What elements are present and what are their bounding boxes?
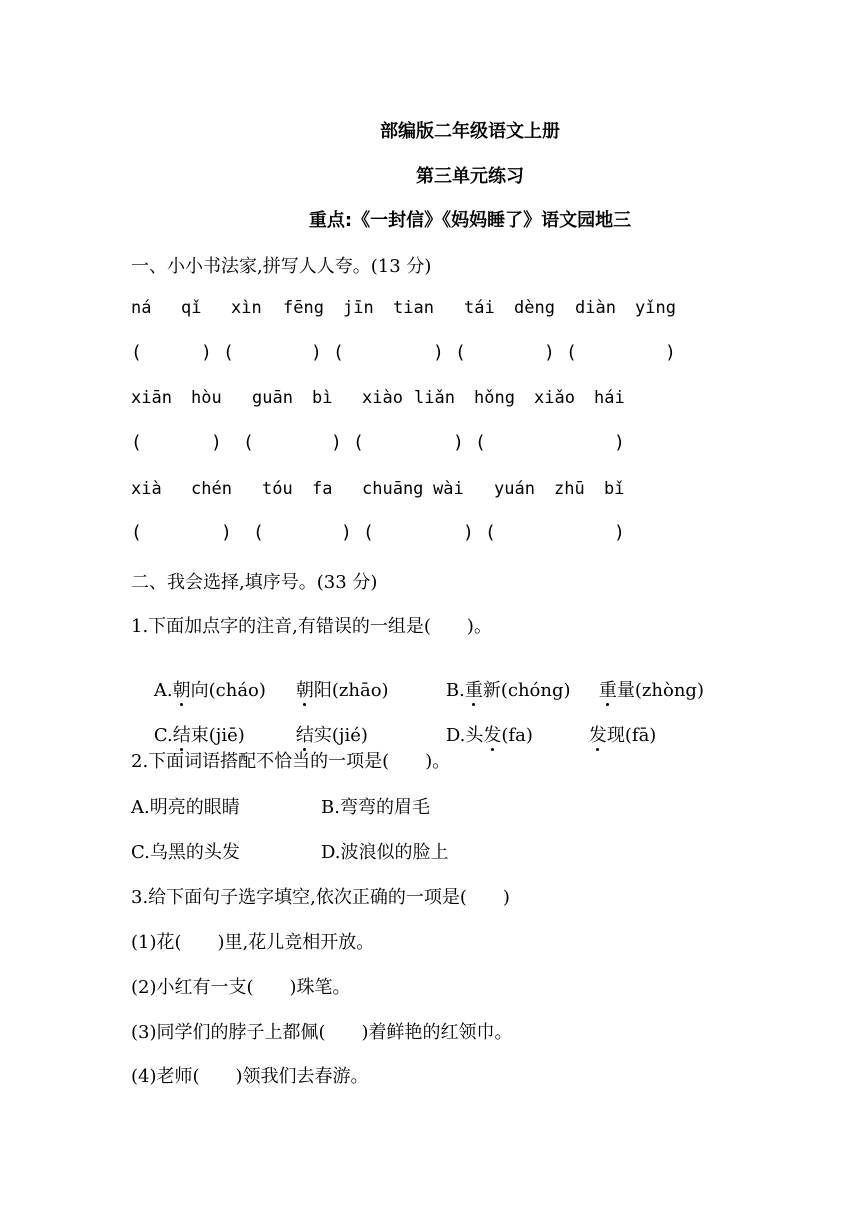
answer-blank-open: ( [475,432,486,453]
question-3-stem: 3.给下面句子选字填空,依次正确的一项是( ) [131,887,510,908]
section2-heading: 二、我会选择,填序号。(33 分) [131,572,378,593]
unit-title: 第三单元练习 [416,166,524,187]
pinyin: xiǎo [534,388,575,408]
answer-blank-close: ) [453,432,464,453]
pinyin: xià [131,479,162,499]
pinyin: hǒng [474,388,515,408]
answer-blank-close: ) [341,522,352,543]
answer-blank-open: ( [333,342,344,363]
answer-blank-open: ( [131,342,142,363]
option-a: A.朝向(cháo) [153,680,266,701]
option-b-second: 重量(zhòng) [598,680,704,701]
pinyin: tóu [262,479,293,499]
pinyin: fa [312,479,333,499]
answer-blank-close: ) [211,432,222,453]
answer-blank-open: ( [131,432,142,453]
pinyin: xiān [131,388,172,408]
pinyin: yuán [494,479,535,499]
q3-sentence-1: (1)花( )里,花儿竞相开放。 [131,932,375,953]
answer-blank-close: ) [311,342,322,363]
dotted-char: 发 [483,725,502,746]
pinyin: bǐ [604,479,625,499]
answer-blank-open: ( [243,432,254,453]
option-b: B.重新(chóng) [445,680,571,701]
pinyin: zhū [554,479,585,499]
pinyin: tian [393,298,434,318]
answer-blank-close: ) [221,522,232,543]
option-d: D.头发(fa) [445,725,533,746]
pinyin: liǎn [414,388,455,408]
dotted-char: 朝 [295,680,314,701]
q2-option-d: D.波浪似的脸上 [321,842,449,863]
dotted-char: 结 [172,725,191,746]
pinyin: xìn [231,298,262,318]
q3-sentence-3: (3)同学们的脖子上都佩( )着鲜艳的红领巾。 [131,1022,513,1043]
pinyin: chuāng [362,479,424,499]
answer-blank-open: ( [363,522,374,543]
pinyin: hòu [191,388,222,408]
pinyin: guān [252,388,293,408]
pinyin: xiào [362,388,403,408]
answer-blank-open: ( [223,342,234,363]
pinyin: qǐ [181,298,202,318]
pinyin: hái [594,388,625,408]
worksheet-title: 部编版二年级语文上册 [380,121,560,142]
dotted-char: 重 [598,680,617,701]
pinyin: bì [312,388,333,408]
pinyin: ná [131,298,152,318]
answer-blank-open: ( [455,342,466,363]
pinyin: fēng [283,298,324,318]
q3-sentence-4: (4)老师( )领我们去春游。 [131,1066,369,1087]
pinyin: diàn [575,298,616,318]
pinyin: tái [464,298,495,318]
dotted-char: 发 [588,725,607,746]
question-1-stem: 1.下面加点字的注音,有错误的一组是( )。 [131,616,492,637]
q2-option-b: B.弯弯的眉毛 [321,797,430,818]
answer-blank-close: ) [433,342,444,363]
focus-title: 重点:《一封信》《妈妈睡了》语文园地三 [308,210,632,231]
option-c: C.结束(jiē) [153,725,245,746]
pinyin: dèng [514,298,555,318]
pinyin: wài [433,479,464,499]
pinyin: chén [191,479,232,499]
answer-blank-close: ) [614,432,625,453]
dotted-char: 朝 [172,680,191,701]
option-d-second: 发现(fā) [588,725,657,746]
answer-blank-open: ( [253,522,264,543]
dotted-char: 结 [295,725,314,746]
q2-option-a: A.明亮的眼睛 [131,797,240,818]
answer-blank-open: ( [131,522,142,543]
answer-blank-close: ) [331,432,342,453]
answer-blank-close: ) [614,522,625,543]
answer-blank-open: ( [485,522,496,543]
q2-option-c: C.乌黑的头发 [131,842,240,863]
section1-heading: 一、小小书法家,拼写人人夸。(13 分) [131,256,432,277]
answer-blank-open: ( [353,432,364,453]
q3-sentence-2: (2)小红有一支( )珠笔。 [131,977,351,998]
answer-blank-close: ) [463,522,474,543]
answer-blank-close: ) [665,342,676,363]
option-a-second: 朝阳(zhāo) [295,680,389,701]
answer-blank-close: ) [544,342,555,363]
option-c-second: 结实(jié) [295,725,368,746]
pinyin: yǐng [635,298,676,318]
answer-blank-close: ) [201,342,212,363]
pinyin: jīn [343,298,374,318]
question-2-stem: 2.下面词语搭配不恰当的一项是( )。 [131,751,451,772]
answer-blank-open: ( [566,342,577,363]
dotted-char: 重 [464,680,483,701]
